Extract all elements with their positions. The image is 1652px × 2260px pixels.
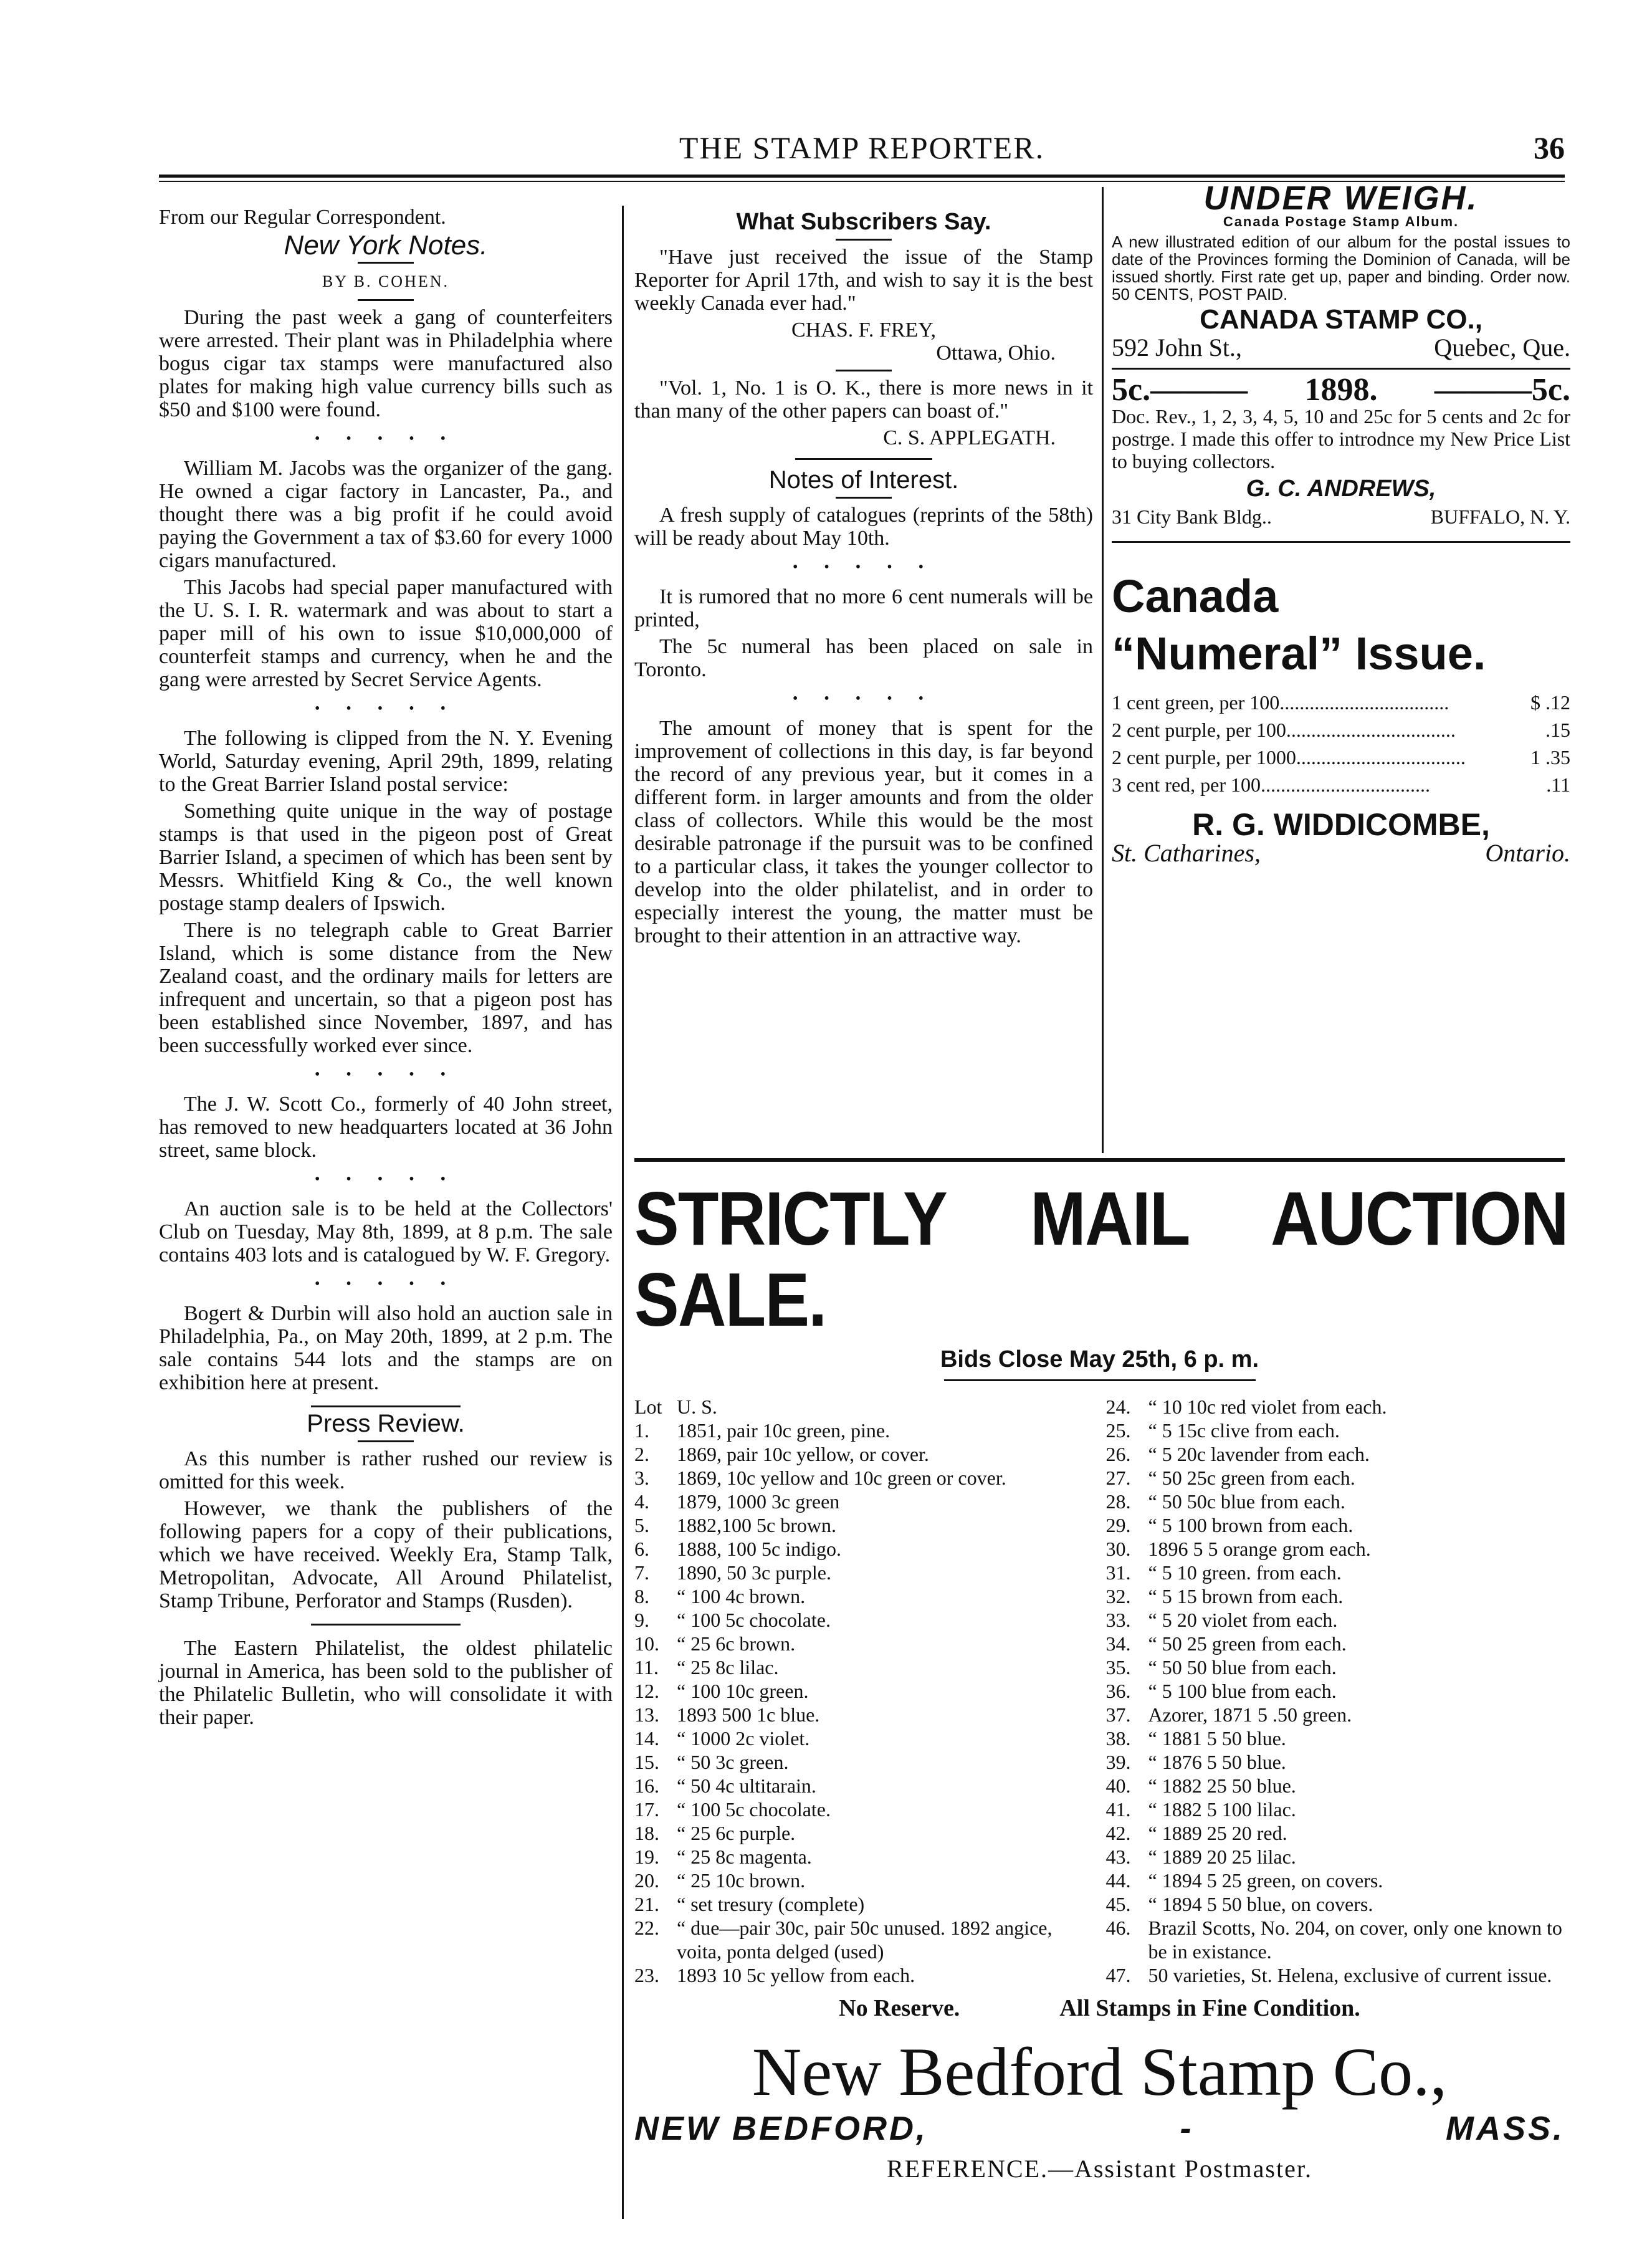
lot-row [1106,1442,1565,1466]
lot-row [634,1419,1094,1442]
divider [358,1440,414,1442]
numeral-price-list [1112,689,1570,798]
lot-number: 32. [1105,1585,1131,1607]
lot-description: “ 5 20c lavender from each. [1148,1443,1370,1465]
lot-description: Azorer, 1871 5 .50 green. [1148,1703,1352,1726]
lot-description: “ 25 8c lilac. [677,1656,779,1678]
lot-row [1106,1916,1565,1963]
lot-row [634,1584,1094,1608]
lot-description: “ 5 15 brown from each. [1148,1585,1344,1607]
lot-row [634,1963,1094,1987]
lot-row [634,1655,1094,1679]
signature-place: Ottawa, Ohio. [936,342,1056,365]
column-new-york-notes [159,206,613,1733]
column-advertisements [1112,180,1570,867]
paragraph: William M. Jacobs was the organizer of the gang. He owned a cigar factory in Lancaster, Pa., and thought there was a big profit if he could avoid paying the Government a tax of $3.60 for every 1000 cigars manufactured. [159,457,613,572]
section-title-subscribers: What Subscribers Say. [736,209,991,235]
lot-number: 26. [1105,1443,1131,1465]
lot-number: 44. [1105,1869,1131,1892]
lot-row [634,1750,1094,1774]
lot-description: “ 1876 5 50 blue. [1148,1751,1286,1773]
place-state: MASS. [1445,2110,1565,2147]
lot-number: 22. [634,1917,659,1939]
lot-number: 6. [634,1538,649,1560]
lot-description: “ 5 100 brown from each. [1148,1514,1354,1536]
paragraph: The amount of money that is spent for the improvement of collections in this day, is far beyond the record of any previous year, but it comes in a different form. in larger amounts and from the older class of collectors. While this would be the most desirable patronage if the pursuit was to be confined to a particular class, it takes the younger collector to develop into the older philatelist, and in order to especially interest the young, the matter must be brought to their attention in an attractive way. [634,717,1093,947]
lot-number: 7. [634,1561,649,1584]
lot-row [1106,1963,1565,1987]
section-title-press-review: Press Review. [307,1410,465,1437]
lot-number: 42. [1105,1822,1131,1844]
place-separator: - [1180,2110,1194,2147]
divider [311,1624,461,1626]
lot-description: “ 50 25c green from each. [1148,1467,1355,1489]
lot-row [1106,1632,1565,1655]
lot-number: 38. [1105,1727,1131,1750]
lot-description: 1869, pair 10c yellow, or cover. [677,1443,929,1465]
divider [836,239,892,241]
price-row: 2 cent purple, per 1000 .................................. 1 .35 [1112,746,1570,768]
paragraph: The following is clipped from the N. Y. Evening World, Saturday evening, April 29th, 1899, relating to the Great Barrier Island postal service: [159,727,613,796]
auction-advertisement [634,1176,1568,2183]
lot-description: “ 5 15c clive from each. [1148,1419,1340,1442]
section-stars: • • • • • [314,1066,457,1083]
paragraph: It is rumored that no more 6 cent numerals will be printed, [634,585,1093,631]
auction-company-place [634,2109,1565,2148]
lot-number: 45. [1105,1893,1131,1915]
lot-number: 25. [1105,1419,1131,1442]
auction-subtitle: Bids Close May 25th, 6 p. m. [940,1346,1259,1372]
masthead-title: THE STAMP REPORTER. [679,130,1045,165]
lot-description: 1893 10 5c yellow from each. [677,1964,915,1986]
ad-widdicombe-address [1112,839,1570,867]
divider [795,458,932,460]
lot-number: 23. [634,1964,659,1986]
lot-number: 34. [1105,1632,1131,1655]
paragraph: An auction sale is to be held at the Collectors' Club on Tuesday, May 8th, 1899, at 8 p.m. The sale contains 403 lots and is catalogued by W. F. Gregory. [159,1197,613,1266]
lots-column-left [634,1395,1094,1987]
fine-condition-label: All Stamps in Fine Condition. [1059,1995,1360,2021]
section-stars: • • • • • [314,701,457,717]
auction-reference: REFERENCE.—Assistant Postmaster. [887,2155,1312,2183]
lot-number: 17. [634,1798,659,1821]
lot-row [634,1916,1094,1963]
paragraph: The J. W. Scott Co., formerly of 40 John street, has removed to new headquarters located at 36 John street, same block. [159,1093,613,1162]
lot-description: 1896 5 5 orange grom each. [1148,1538,1371,1560]
section-stars: • • • • • [314,1276,457,1292]
lot-number: 29. [1105,1514,1131,1536]
auction-terms [634,1994,1565,2022]
lot-number: 36. [1105,1680,1131,1702]
lot-description: “ 25 6c purple. [677,1822,796,1844]
lot-number: 10. [634,1632,659,1655]
lot-number: 13. [634,1703,659,1726]
lot-row [634,1395,1094,1419]
lot-description: “ 100 10c green. [677,1680,809,1702]
lot-description: “ 1889 20 25 lilac. [1148,1846,1296,1868]
lot-description: “ 50 50c blue from each. [1148,1490,1345,1513]
divider [358,262,414,264]
ad-under-weigh-subtitle: Canada Postage Stamp Album. [1223,214,1459,229]
lot-row [634,1490,1094,1513]
lot-description: “ 100 5c chocolate. [677,1609,831,1631]
lot-row [1106,1869,1565,1892]
lot-row [634,1845,1094,1869]
lot-number: 35. [1105,1656,1131,1678]
lot-row [1106,1466,1565,1490]
lot-row [1106,1703,1565,1726]
lot-number: 16. [634,1774,659,1797]
lot-row [1106,1561,1565,1584]
lot-row [634,1632,1094,1655]
lot-description: “ 100 4c brown. [677,1585,806,1607]
lot-row [1106,1679,1565,1703]
lot-description: 50 varieties, St. Helena, exclusive of current issue. [1148,1964,1552,1986]
lot-row [634,1608,1094,1632]
lot-description: “ 25 10c brown. [677,1869,806,1892]
price-row: 1 cent green, per 100 .................................. $ .12 [1112,691,1570,714]
paragraph: As this number is rather rushed our review is omitted for this week. [159,1447,613,1493]
section-title-new-york-notes: New York Notes. [284,230,488,261]
lot-number: Lot [634,1396,662,1418]
divider [1112,541,1570,543]
section-stars: • • • • • [314,431,457,447]
page-number: 36 [1534,130,1565,165]
lot-number: 46. [1105,1917,1131,1939]
paragraph: Bogert & Durbin will also hold an auction sale in Philadelphia, Pa., on May 20th, 1899, at 2 p.m. The sale contains 544 lots and the stamps are on exhibition here at present. [159,1302,613,1394]
paragraph: Something quite unique in the way of postage stamps is that used in the pigeon post of Great Barrier Island, a specimen of which has been sent by Messrs. Whitfield King & Co., the well known postage stamp dealers of Ipswich. [159,800,613,915]
lot-row [634,1703,1094,1726]
column-subscribers [634,206,1093,951]
lot-number: 3. [634,1467,649,1489]
lot-number: 28. [1105,1490,1131,1513]
lot-number: 21. [634,1893,659,1915]
ad-price-line [1112,372,1570,408]
lot-row [1106,1845,1565,1869]
signature-name: CHAS. F. FREY, [791,318,936,342]
column-divider-2 [1102,187,1104,1153]
lot-row [634,1466,1094,1490]
widdicombe-city: St. Catharines, [1112,839,1261,867]
paragraph: A fresh supply of catalogues (reprints of the 58th) will be ready about May 10th. [634,504,1093,550]
lot-row [634,1869,1094,1892]
lot-description: U. S. [677,1396,717,1418]
lot-row [634,1513,1094,1537]
ad-widdicombe-name: R. G. WIDDICOMBE, [1192,807,1490,842]
lot-description: “ 1882 25 50 blue. [1148,1774,1296,1797]
lot-description: 1888, 100 5c indigo. [677,1538,841,1560]
paragraph: The Eastern Philatelist, the oldest philatelic journal in America, has been sold to the publisher of the Philatelic Bulletin, who will consolidate it with their paper. [159,1637,613,1729]
section-title-notes: Notes of Interest. [768,466,959,494]
ad-canada-title: Canada [1112,570,1279,622]
widdicombe-province: Ontario. [1485,839,1570,867]
lot-description: “ 25 6c brown. [677,1632,796,1655]
lot-number: 19. [634,1846,659,1868]
lot-description: “ 10 10c red violet from each. [1148,1396,1387,1418]
quote: "Have just received the issue of the Stamp Reporter for April 17th, and wish to say it is the best weekly Canada ever had." [634,246,1093,315]
price-right: ———5c. [1434,372,1570,408]
lot-number: 18. [634,1822,659,1844]
lot-row [1106,1655,1565,1679]
lot-number: 4. [634,1490,649,1513]
lot-row [634,1821,1094,1845]
lot-description: “ set tresury (complete) [677,1893,865,1915]
lot-number: 39. [1105,1751,1131,1773]
lot-number: 20. [634,1869,659,1892]
ad-doc-rev-text: Doc. Rev., 1, 2, 3, 4, 5, 10 and 25c for 5 cents and 2c for postrge. I made this offer to introdnce my New Price List to buying collectors. [1112,405,1570,472]
lot-description: 1869, 10c yellow and 10c green or cover. [677,1467,1006,1489]
lot-number: 27. [1105,1467,1131,1489]
ad-under-weigh-title: UNDER WEIGH. [1203,180,1479,217]
price-year: 1898. [1304,372,1378,408]
lot-number: 11. [634,1656,659,1678]
paragraph: There is no telegraph cable to Great Barrier Island, which is some distance from the New Zealand coast, and the ordinary mails for letters are infrequent and uncertain, so that a pigeon post has been established since November, 1897, and has been successfully worked ever since. [159,919,613,1057]
section-stars: • • • • • [314,1171,457,1187]
lot-number: 37. [1105,1703,1131,1726]
lot-description: “ 50 3c green. [677,1751,789,1773]
column-divider-1 [622,206,624,2219]
ad-company-name: CANADA STAMP CO., [1200,304,1483,335]
lot-description: Brazil Scotts, No. 204, on cover, only one known to be in existance. [1148,1917,1562,1963]
byline: BY B. COHEN. [322,272,450,290]
lot-number: 47. [1105,1964,1131,1986]
lot-description: “ 1881 5 50 blue. [1148,1727,1286,1750]
section-stars: • • • • • [792,691,935,707]
address-city: Quebec, Que. [1434,333,1570,362]
lot-number: 33. [1105,1609,1131,1631]
lot-description: “ 50 4c ultitarain. [677,1774,816,1797]
paragraph: This Jacobs had special paper manufactured with the U. S. I. R. watermark and was about to start a paper mill of his own to issue $10,000,000 of counterfeit stamps and currency, when he and the gang were arrested by Secret Service Agents. [159,576,613,691]
no-reserve-label: No Reserve. [839,1995,960,2021]
lot-row [1106,1395,1565,1419]
lot-number: 40. [1105,1774,1131,1797]
price-row: 3 cent red, per 100 .................................. .11 [1112,773,1570,796]
ad-company-address [1112,333,1570,362]
lot-number: 8. [634,1585,649,1607]
price-row: 2 cent purple, per 100 .................................. .15 [1112,719,1570,741]
lot-description: “ 5 100 blue from each. [1148,1680,1337,1702]
lot-number: 5. [634,1514,649,1536]
lots-column-right [1106,1395,1565,1987]
section-stars: • • • • • [792,559,935,575]
quote: "Vol. 1, No. 1 is O. K., there is more news in it than many of the other papers can boast of." [634,376,1093,423]
lot-row [634,1892,1094,1916]
lot-number: 41. [1105,1798,1131,1821]
lot-row [634,1726,1094,1750]
lot-row [634,1798,1094,1821]
lot-description: 1851, pair 10c green, pine. [677,1419,890,1442]
lot-description: “ 1894 5 25 green, on covers. [1148,1869,1383,1892]
lot-row [1106,1798,1565,1821]
lot-number: 14. [634,1727,659,1750]
lot-description: “ 100 5c chocolate. [677,1798,831,1821]
lot-description: “ 1889 25 20 red. [1148,1822,1287,1844]
ad-dealer-address [1112,505,1570,529]
lot-description: “ 50 50 blue from each. [1148,1656,1337,1678]
lot-description: “ due—pair 30c, pair 50c unused. 1892 angice, voita, ponta delged (used) [677,1917,1053,1963]
lot-row [1106,1584,1565,1608]
lot-number: 2. [634,1443,649,1465]
dealer-city: BUFFALO, N. Y. [1430,505,1570,528]
lots-list [634,1395,1565,1987]
paragraph: During the past week a gang of counterfeiters were arrested. Their plant was in Philadelphia where bogus cigar tax stamps were manufactured also plates for making high value currency bills such as $50 and $100 were found. [159,306,613,421]
lot-row [634,1679,1094,1703]
lot-description: “ 1894 5 50 blue, on covers. [1148,1893,1373,1915]
place-city: NEW BEDFORD, [634,2110,928,2147]
lot-row [1106,1608,1565,1632]
auction-title: STRICTLY MAIL AUCTION SALE. [634,1176,1568,1342]
price-left: 5c.——— [1112,372,1248,408]
lot-description: “ 50 25 green from each. [1148,1632,1347,1655]
lot-row [1106,1513,1565,1537]
lot-description: “ 5 10 green. from each. [1148,1561,1342,1584]
lot-row [634,1774,1094,1798]
lot-row [1106,1750,1565,1774]
divider [1112,368,1570,370]
correspondent-line: From our Regular Correspondent. [159,206,446,229]
divider [944,1379,1256,1381]
page-header [159,130,1565,167]
lot-description: “ 5 20 violet from each. [1148,1609,1338,1631]
lot-number: 24. [1105,1396,1131,1418]
lot-description: “ 1000 2c violet. [677,1727,810,1750]
lot-number: 9. [634,1609,649,1631]
divider [836,370,892,371]
lot-description: “ 25 8c magenta. [677,1846,812,1868]
lot-description: “ 1882 5 100 lilac. [1148,1798,1296,1821]
ad-numeral-issue-title: “Numeral” Issue. [1112,628,1486,679]
lot-row [634,1561,1094,1584]
lot-row [1106,1490,1565,1513]
divider [836,497,892,499]
paragraph: The 5c numeral has been placed on sale in Toronto. [634,635,1093,681]
divider [311,1405,461,1407]
auction-top-rule [634,1158,1565,1162]
paragraph: However, we thank the publishers of the following papers for a copy of their publications, which we have received. Weekly Era, Stamp Talk, Metropolitan, Advocate, All Around Philatelist, Stamp Tribune, Perforator and Stamps (Rusden). [159,1497,613,1612]
ad-dealer-name: G. C. ANDREWS, [1246,476,1436,502]
ad-under-weigh-text: A new illustrated edition of our album for the postal issues to date of the Provinces forming the Dominion of Canada, will be issued shortly. First rate get up, paper and binding. Order now. 50 CENTS, POST PAID. [1112,232,1570,304]
lot-row [1106,1726,1565,1750]
lot-number: 15. [634,1751,659,1773]
lot-number: 30. [1105,1538,1131,1560]
lot-description: 1882,100 5c brown. [677,1514,836,1536]
signature-name: C. S. APPLEGATH. [883,426,1056,449]
lot-number: 31. [1105,1561,1131,1584]
lot-row [1106,1821,1565,1845]
header-rule [159,175,1565,178]
lot-description: 1893 500 1c blue. [677,1703,820,1726]
lot-number: 43. [1105,1846,1131,1868]
lot-row [634,1537,1094,1561]
lot-row [634,1442,1094,1466]
lot-row [1106,1537,1565,1561]
lot-description: 1890, 50 3c purple. [677,1561,831,1584]
divider [358,299,414,301]
lot-row [1106,1892,1565,1916]
address-street: 592 John St., [1112,333,1242,362]
lot-description: 1879, 1000 3c green [677,1490,840,1513]
auction-company-name: New Bedford Stamp Co., [752,2034,1448,2110]
lot-number: 12. [634,1680,659,1702]
lot-row [1106,1774,1565,1798]
lot-row [1106,1419,1565,1442]
lot-number: 1. [634,1419,649,1442]
dealer-street: 31 City Bank Bldg.. [1112,505,1272,528]
